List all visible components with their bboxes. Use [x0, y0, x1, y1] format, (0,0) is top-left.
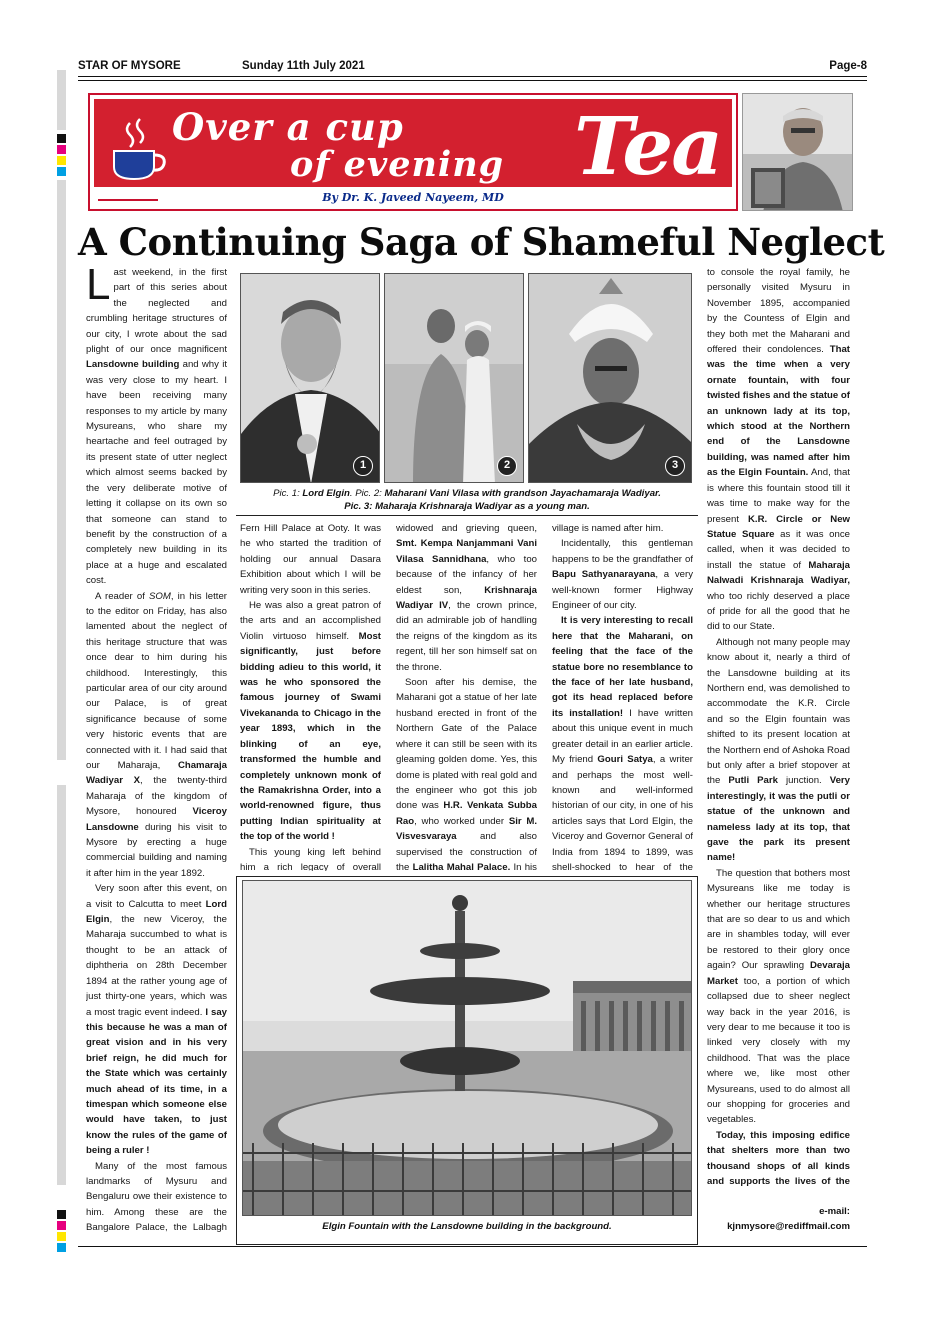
teacup-icon: [108, 117, 170, 188]
email-label: e-mail:: [819, 1206, 850, 1217]
photo-number-badge: 3: [665, 456, 685, 476]
registration-mark: [57, 156, 66, 165]
registration-mark: [57, 134, 66, 143]
author-photo: [742, 93, 853, 211]
issue-date: Sunday 11th July 2021: [242, 60, 365, 72]
registration-mark: [57, 145, 66, 154]
article-paragraph: Today, this imposing edifice that shelters more than two thousand shops of all kinds and supports the lives of the: [707, 1129, 850, 1187]
banner-title-line1: Over a cup: [172, 105, 404, 149]
article-paragraph: Incidentally, this gentleman happens to be the grandfather of Bapu Sathyanarayana, a very well-known former Highway Engineer of our city.: [552, 538, 693, 612]
registration-bar: [57, 785, 66, 1185]
drop-cap: L: [86, 265, 111, 309]
article-paragraph: This young king left behind him a rich legacy of overall: [240, 846, 381, 871]
article-paragraph: Soon after his demise, the Maharani got a statue of her late husband erected in front of the Northern Gate of the Palace where it can still be seen with its gleaming golden dome. Yes, this dome is plated with real gold and the engineer who got this job done was H.R. Venkata Subba Rao, who worked under Sir M. Visvesvaraya and also supervised the construction of the Lalitha Mahal Palace. In his: [396, 677, 537, 871]
footer-rule: [78, 1246, 867, 1247]
author-byline: By Dr. K. Javeed Nayeem, MD: [322, 191, 504, 204]
article-column-2: [240, 521, 381, 871]
article-column-3: [396, 521, 537, 871]
photo-caption: Pic. 1: Lord Elgin. Pic. 2: Maharani Vani Vilasa with grandson Jayachamaraja Wadiyar. Pic. 3: Maharaja Krishnaraja Wadiyar as a young man.: [273, 488, 661, 512]
article-paragraph: Fern Hill Palace at Ooty. It was he who started the tradition of holding our annual Dasara Exhibition about which I will be writing very soon in this series.: [240, 523, 381, 596]
article-column-1: [86, 265, 227, 1235]
registration-mark: [57, 1232, 66, 1241]
page-number: Page-8: [829, 60, 867, 72]
photo-krishnaraja-wadiyar: [528, 273, 692, 483]
article-paragraph: Last weekend, in the first part of this series about the neglected and crumbling heritage structures of our city, I wrote about the sad plight of our once magnificent Lansdowne building and why it was very close to my heart. I have been receiving many responses to my article by many Mysureans, who share my heartache and feel outraged by its present state of utter neglect which almost seems backed by the very deliberate motive of letting it collapse on its own so that someone can stand to benefit by the construction of a completely new building in its place at a huge and escalated cost.: [86, 265, 227, 587]
author-email[interactable]: kjnmysore@rediffmail.com: [727, 1221, 850, 1232]
article-paragraph: to console the royal family, he personally visited Mysuru in November 1895, accompanied by the Countess of Elgin and they both met the Maharani and offered their condolences. That was the time when a very ornate fountain, with four twisted fishes and the statue of an unknown lady at its top, which stood at the Northern end of the Lansdowne building, was named after him as the Elgin Fountain. And, that is where this fountain stood till it was time to make way for the present K.R. Circle or New Statue Square as it was once called, when it was decided to install the statue of Maharaja Nalwadi Krishnaraja Wadiyar, who too richly deserved a place of pride for all the good that he did to our State.: [707, 267, 850, 633]
photo-number-badge: 1: [353, 456, 373, 476]
article-paragraph: The question that bothers most Mysureans like me today is whether our heritage structures that are so dear to us and which are in shambles today, will ever be restored to their glory once again? Our sprawling Devaraja Market too, a portion of which collapsed due to sheer neglect way back in the year 2016, is very dear to me because it too is linked very closely with my childhood. That was the place where we, like most other Mysureans, used to do almost all our shopping for groceries and vegetables.: [707, 867, 850, 1126]
photo-lord-elgin: [240, 273, 380, 483]
registration-bar: [57, 70, 66, 130]
article-paragraph: He was also a great patron of the arts and an accomplished Violin virtuoso himself. Most significantly, just before bidding adieu to this world, it was he who sponsored the famous journey of Swami Vivekananda to Chicago in the year 1893, which in the blinking of an eye, transformed the humble and completely unknown monk of the Ramakrishna Order, into a world-renowned figure, thus putting Indian spirituality at the top of the world !: [240, 600, 381, 843]
registration-mark: [57, 1221, 66, 1230]
paper-name: STAR OF MYSORE: [78, 60, 181, 72]
article-paragraph: A reader of SOM, in his letter to the editor on Friday, has also lamented about the neglect of this heritage structure that was once dear to him during his childhood. Interestingly, this particular area of our city around our Palace, is of great significance because of some very historic events that are connected with it. I had said that our Maharaja, Chamaraja Wadiyar X, the twenty-third Maharaja of the kingdom of Mysore, honoured Viceroy Lansdowne during his visit to Mysore by erecting a huge commercial building and naming it after him in the year 1892.: [86, 590, 227, 879]
article-paragraph: Many of the most famous landmarks of Mysuru and Bengaluru owe their existence to him. Among these are the Bangalore Palace, the Lalbagh: [86, 1160, 227, 1234]
photo-maharani-vani-vilasa: [384, 273, 524, 483]
registration-bar: [57, 180, 66, 760]
banner-title-tea: Tea: [574, 99, 722, 193]
header-rule: [78, 76, 867, 77]
article-paragraph: village is named after him.: [552, 523, 664, 534]
photo-number-badge: 2: [497, 456, 517, 476]
article-paragraph: Although not many people may know about it, nearly a third of the Lansdowne building at its Northern end, was demolished to accommodate the K.R. Circle and so the Elgin fountain was shifted to its present location at the Northern end of Ashoka Road but only after a brief stopover at the Putli Park junction. Very interestingly, it was the putli or statue of the unknown and nameless lady at its top, that gave the park its present name!: [707, 636, 850, 864]
banner-title-line2: of evening: [290, 144, 505, 185]
registration-mark: [57, 1243, 66, 1252]
article-paragraph: It is very interesting to recall here that the Maharani, on feeling that the face of the statue bore no resemblance to the face of her late husband, got its head replaced before its installation! I have written about this unique event in much greater detail in an earlier article. My friend Gouri Satya, a writer and perhaps the most well-known and well-informed historian of our city, in one of his articles says that Lord Elgin, the Viceroy and Governor General of India from 1894 to 1899, was shell-shocked to hear of the: [552, 615, 693, 871]
article-headline: A Continuing Saga of Shameful Neglect: [78, 220, 885, 264]
registration-mark: [57, 167, 66, 176]
fountain-caption: Elgin Fountain with the Lansdowne building in the background.: [322, 1221, 612, 1232]
header-rule: [78, 80, 867, 81]
article-paragraph: widowed and grieving queen, Smt. Kempa Nanjammani Vani Vilasa Sannidhana, who too because of the infancy of her eldest son, Krishnaraja Wadiyar IV, the crown prince, did an admirable job of handling the reigns of the kingdom as its regent, till her son himself sat on the throne.: [396, 523, 537, 673]
article-paragraph: Very soon after this event, on a visit to Calcutta to meet Lord Elgin, the new Viceroy, the Maharaja succumbed to what is thought to be an attack of diphtheria on 28th December 1894 at the rather young age of just thirty-one years, which was a most tragic event indeed. I say this because he was a man of great vision and in his very brief reign, he did much for the State which was certainly much ahead of its time, in a timespan which someone else would have taken, to just know the rules of the game of being a ruler !: [86, 883, 227, 1157]
page-header: [78, 60, 867, 74]
banner-red-panel: [94, 99, 732, 193]
article-column-5: [707, 265, 850, 1190]
caption-underline: [236, 515, 698, 516]
article-column-4: [552, 521, 693, 871]
column-banner: [88, 93, 738, 211]
registration-mark: [57, 1210, 66, 1219]
photo-elgin-fountain: [242, 880, 692, 1216]
